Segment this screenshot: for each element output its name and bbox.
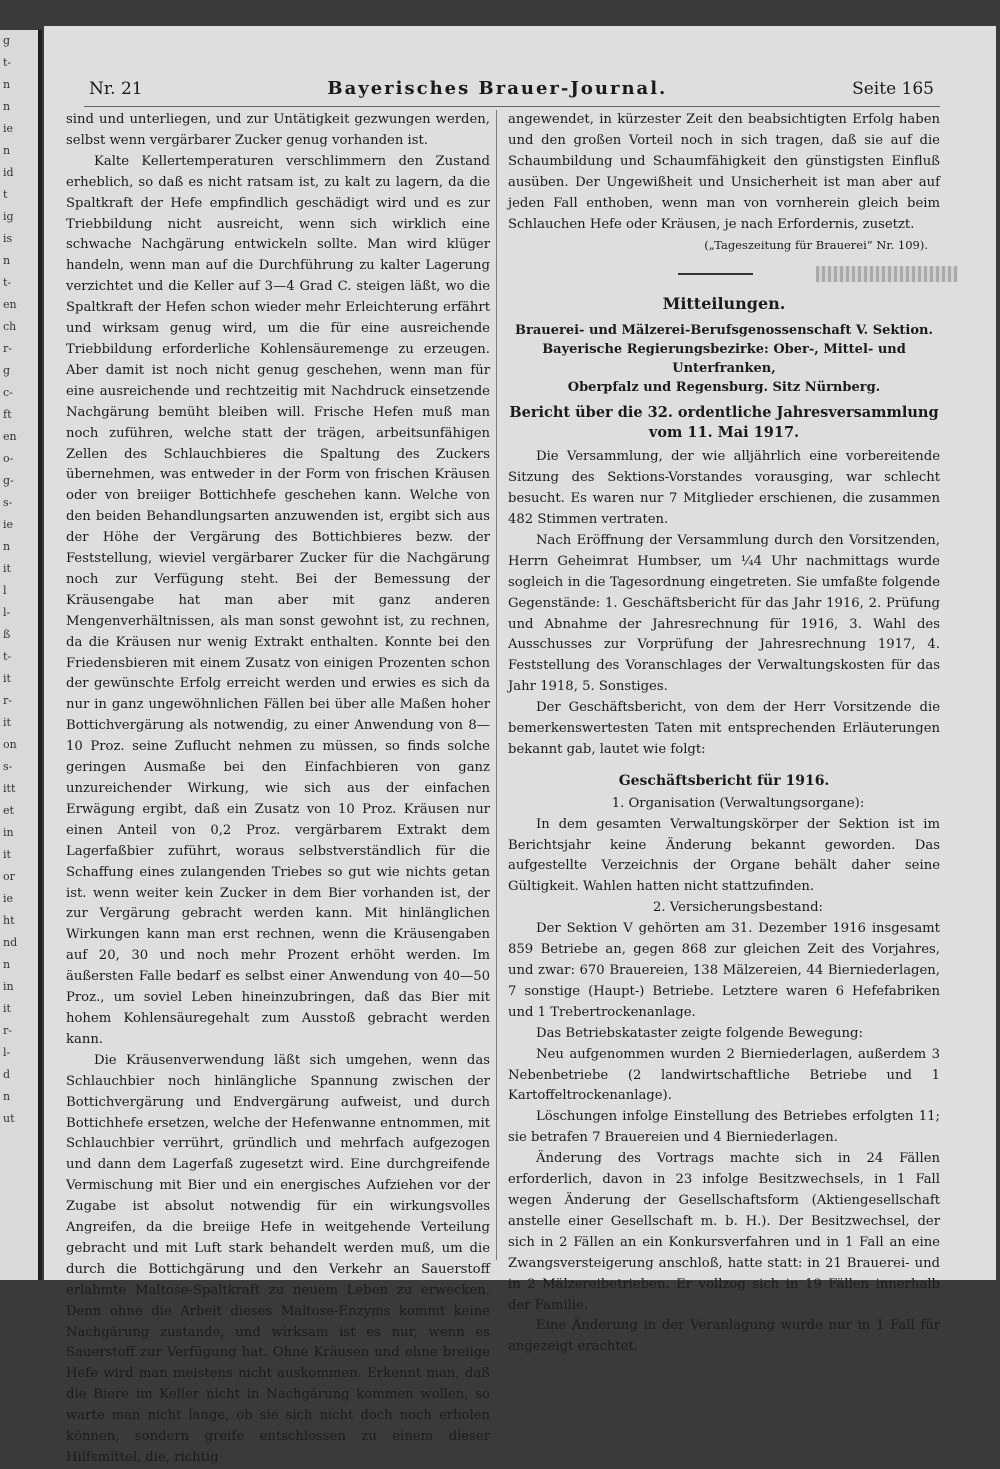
left-column — [66, 110, 490, 1469]
previous-page-fragment: itt — [3, 782, 16, 795]
journal-page — [44, 26, 996, 1465]
library-stamp — [816, 266, 958, 282]
page-header — [89, 78, 934, 104]
paragraph: Die Versammlung, der wie alljährlich eine vorbereitende Sitzung des Sektions-Vorstandes vorausging, war schlecht besucht. Es waren nur 7 Mitglieder erschienen, die zusammen 482 Stimmen vertraten. — [508, 449, 940, 527]
org-line: Brauerei- und Mälzerei-Berufsgenossenschaft V. Sektion. — [514, 323, 933, 339]
separator — [508, 256, 940, 290]
previous-page-fragment: is — [3, 232, 13, 245]
previous-page-fragment: n — [3, 144, 11, 157]
previous-page-fragment: g — [3, 364, 11, 377]
previous-page-fragment: ie — [3, 518, 14, 531]
previous-page-fragment: et — [3, 804, 14, 817]
column-divider — [496, 110, 497, 1260]
org-line: Bayerische Regierungsbezirke: Ober-, Mittel- und Unterfranken, — [542, 342, 906, 377]
section-title: Mitteilungen. — [662, 294, 786, 314]
previous-page-fragment: n — [3, 540, 11, 553]
previous-page-fragment: it — [3, 716, 11, 729]
previous-page-fragment: g- — [3, 474, 14, 487]
previous-page-fragment: l — [3, 584, 7, 597]
previous-page-fragment: in — [3, 980, 14, 993]
report-title: Bericht über die 32. ordentliche Jahresversammlung vom 11. Mai 1917. — [509, 404, 939, 442]
previous-page-fragment: l- — [3, 606, 11, 619]
previous-page-fragment: l- — [3, 1046, 11, 1059]
previous-page-fragment: r- — [3, 694, 12, 707]
subsection-title: 2. Versicherungsbestand: — [653, 900, 823, 916]
paragraph: Änderung des Vortrags machte sich in 24 Fällen erforderlich, davon in 23 infolge Besitzwechsels, in 1 Fall wegen Änderung der Gesellschaftsform (Aktiengesellschaft anstelle einer Gesellschaft m. b. H.). Der Besitzwechsel, der sich in 2 Fällen an ein Konkursverfahren und in 1 Fall an eine Zwangsversteigerung anschloß, hatte statt: in 21 Brauerei- und in 2 Mälzereibetrieben. Er vollzog sich in 19 Fällen innerhalb der Familie. — [508, 1151, 940, 1313]
paragraph: angewendet, in kürzester Zeit den beabsichtigten Erfolg haben und den großen Vorteil noch in sich tragen, daß sie auf die Schaumbildung und Schaumfähigkeit den günstigsten Einfluß ausüben. Der Ungewißheit und Unsicherheit ist man aber auf jeden Fall enthoben, wenn man von vornherein gleich beim Schlauchen Hefe oder Kräusen, je nach Erfordernis, zusetzt. — [508, 112, 940, 232]
paragraph: Eine Änderung in der Veranlagung wurde nur in 1 Fall für angezeigt erachtet. — [508, 1318, 940, 1355]
paragraph: Löschungen infolge Einstellung des Betriebes erfolgten 11; sie betrafen 7 Brauereien und 4 Bierniederlagen. — [508, 1109, 940, 1146]
previous-page-fragment: t — [3, 188, 8, 201]
paragraph: In dem gesamten Verwaltungskörper der Sektion ist im Berichtsjahr keine Änderung bekannt geworden. Das aufgestellte Verzeichnis der Organe behält daher seine Gültigkeit. Wahlen hatten nicht stattzufinden. — [508, 816, 940, 895]
previous-page-fragment: s- — [3, 496, 13, 509]
subsection-title: 1. Organisation (Verwaltungsorgane): — [611, 795, 865, 811]
paragraph: Nach Eröffnung der Versammlung durch den Vorsitzenden, Herrn Geheimrat Humbser, um ¼4 Uhr nachmittags wurde sogleich in die Tagesordnung eingetreten. Sie umfaßte folgende Gegenstände: 1. Geschäftsbericht für das Jahr 1916, 2. Prüfung und Abnahme der Jahresrechnung für 1916, 3. Wahl des Ausschusses zur Vorprüfung der Jahresrechnung 1917, 4. Feststellung des Voranschlages der Verwaltungskosten für das Jahr 1918, 5. Sonstiges. — [508, 532, 940, 695]
previous-page-fragment: it — [3, 672, 11, 685]
previous-page-fragment: g — [3, 34, 11, 47]
previous-page-fragment: in — [3, 826, 14, 839]
paragraph: Das Betriebskataster zeigte folgende Bewegung: — [536, 1025, 863, 1041]
paragraph: Die Kräusenverwendung läßt sich umgehen, wenn das Schlauchbier noch hinlängliche Spannung zwischen der Bottichvergärung und Endvergärung aufweist, und durch Bottichhefe ersetzen, welche der Hefenwanne entnommen, mit Schlauchbier verrührt, gründlich und mehrfach aufgezogen und dann dem Lagerfaß zugesetzt wird. Eine durchgreifende Vermischung mit Bier und ein energisches Aufziehen vor der Zugabe ist absolut notwendig für ein wirkungsvolles Angreifen, da die breiige Hefe in weitgehende Verteilung gebracht und mit Luft stark behandelt werden muß, um die durch die Bottichgärung und den Verkehr an Sauerstoff erlahmte Maltose-Spaltkraft zu neuem Leben zu erwecken. Denn ohne die Arbeit dieses Maltose-Enzyms kommt keine Nachgärung zustande, und wirksam ist es nur, wenn es Sauerstoff zur Verfügung hat. Ohne Kräusen und ohne breiige Hefe wird man meistens nicht auskommen. Erkennt man, daß die Biere im Keller nicht in Nachgärung kommen wollen, so warte man nicht lange, ob sie sich nicht doch noch erholen können, sondern greife entschlossen zu einem dieser Hilfsmittel, die, richtig — [66, 1052, 490, 1465]
previous-page-fragment: it — [3, 1002, 11, 1015]
previous-page-fragment: id — [3, 166, 14, 179]
previous-page-fragment: it — [3, 848, 11, 861]
previous-page-fragment: ch — [3, 320, 17, 333]
previous-page-fragment: it — [3, 562, 11, 575]
previous-page-fragment: or — [3, 870, 15, 883]
previous-page-fragment: ft — [3, 408, 12, 421]
paragraph: Der Sektion V gehörten am 31. Dezember 1916 insgesamt 859 Betriebe an, gegen 868 zur gleichen Zeit des Vorjahres, und zwar: 670 Brauereien, 138 Mälzereien, 44 Bierniederlagen, 7 sonstige (Haupt-) Betriebe. Letztere waren 6 Hefefabriken und 1 Trebertrockenanlage. — [508, 921, 940, 1020]
previous-page-fragment: ie — [3, 892, 14, 905]
header-rule — [84, 106, 940, 107]
previous-page-fragment: s- — [3, 760, 13, 773]
org-line: Oberpfalz und Regensburg. Sitz Nürnberg. — [567, 380, 881, 396]
previous-page-fragment: t- — [3, 56, 12, 69]
previous-page-fragment: ut — [3, 1112, 15, 1125]
previous-page-fragment: r- — [3, 342, 12, 355]
journal-title: Bayerisches Brauer-Journal. — [327, 78, 668, 99]
previous-page-fragment: ig — [3, 210, 14, 223]
paragraph: Kalte Kellertemperaturen verschlimmern den Zustand erheblich, so daß es nicht ratsam ist, zu kalt zu lagern, da die Spaltkraft der Hefe empfindlich geschädigt wird und es zur Triebbildung nicht ausreicht, wenn sich wirklich eine schwache Nachgärung entwickeln sollte. Man wird klüger handeln, wenn man auf die Durchführung zu kalter Lagerung verzichtet und die Keller auf 3—4 Grad C. steigen läßt, wo die Spaltkraft der Hefen schon wieder mehr Erleichterung erfährt und wirksam genug wird, um die für eine ausreichende Triebbildung erforderliche Kohlensäuremenge zu erzeugen. Aber damit ist noch nicht genug geschehen, wenn man für eine ausreichende und rechtzeitig mit Nachdruck einsetzende Nachgärung bemüht bleiben will. Frische Hefen muß man noch zuführen, welche statt der trägen, arbeitsunfähigen Zellen des Schlauchbieres die Spaltung des Zuckers übernehmen, was entweder in der Form von frischen Kräusen oder von breiiger Bottichhefe geschehen kann. Welche von den beiden Behandlungsarten anzuwenden ist, ergibt sich aus der Höhe der Vergärung des Bottichbieres bezw. der Feststellung, wieviel vergärbarer Zucker für die Nachgärung noch zur Verfügung steht. Bei der Bemessung der Kräusengabe hat man aber mit ganz anderen Mengenverhältnissen, als man sonst gewohnt ist, zu rechnen, da die Kräusen nur wenig Extrakt enthalten. Konnte bei den Friedensbieren mit einem Zusatz von einigen Prozenten schon der gewünschte Erfolg erreicht werden und erwies es sich da nur in ganz ungewöhnlichen Fällen bei über alle Maßen hoher Bottichvergärung als notwendig, zu einer Anwendung von 8—10 Proz. seine Zuflucht nehmen zu müssen, so finds solche geringen Ausmaße bei den Einfachbieren von ganz unzureichender Wirkung, wie sich aus der einfachen Erwägung ergibt, daß ein Zusatz von 10 Proz. Kräusen nur einen Anteil von 0,2 Proz. vergärbarem Extrakt dem Lagerfaßbier zuführt, woraus selbstverständlich für die Schaffung eines zulangenden Triebes so gut wie nichts getan ist. wenn weiter kein Zucker in dem Bier vorhanden ist, der zur Vergärung gebracht werden kann. Mit hinlänglichen Wirkungen kann man erst rechnen, wenn die Kräusengaben auf 20, 30 und noch mehr Prozent erhöht werden. Im äußersten Falle bedarf es selbst einer Anwendung von 40—50 Proz., um soviel Leben hineinzubringen, daß das Bier mit hohem Kohlensäuregehalt zum Ausstoß gebracht werden kann. — [66, 153, 490, 1047]
previous-page-fragment: n — [3, 1090, 11, 1103]
source-citation: („Tageszeitung für Brauerei“ Nr. 109). — [704, 238, 928, 253]
previous-page-fragment: ht — [3, 914, 15, 927]
previous-page-fragment: nd — [3, 936, 18, 949]
paragraph: sind und unterliegen, und zur Untätigkeit gezwungen werden, selbst wenn vergärbarer Zucker genug vorhanden ist. — [66, 112, 490, 148]
previous-page-fragment: d — [3, 1068, 11, 1081]
right-column — [508, 110, 940, 1358]
previous-page-fragment: n — [3, 958, 11, 971]
previous-page-fragment: n — [3, 100, 11, 113]
previous-page-fragment: on — [3, 738, 17, 751]
previous-page-fragment: t- — [3, 650, 12, 663]
previous-page-fragment: en — [3, 430, 17, 443]
previous-page-fragment: en — [3, 298, 17, 311]
previous-page-fragment: c- — [3, 386, 13, 399]
previous-page-edge — [0, 30, 42, 1280]
previous-page-fragment: o- — [3, 452, 14, 465]
previous-page-fragment: ß — [3, 628, 11, 641]
previous-page-fragment: n — [3, 78, 11, 91]
previous-page-fragment: ie — [3, 122, 14, 135]
paragraph: Neu aufgenommen wurden 2 Bierniederlagen, außerdem 3 Nebenbetriebe (2 landwirtschaftliche Betriebe und 1 Kartoffeltrockenanlage). — [508, 1046, 940, 1104]
issue-number: Nr. 21 — [89, 79, 143, 99]
previous-page-fragment: t- — [3, 276, 12, 289]
page-number: Seite 165 — [852, 79, 934, 99]
separator-rule — [678, 273, 753, 275]
paragraph: Der Geschäftsbericht, von dem der Herr Vorsitzende die bemerkenswertesten Taten mit entsprechenden Erläuterungen bekannt gab, lautet wie folgt: — [508, 700, 940, 757]
previous-page-fragment: n — [3, 254, 11, 267]
previous-page-fragment: r- — [3, 1024, 12, 1037]
business-report-title: Geschäftsbericht für 1916. — [618, 772, 830, 789]
